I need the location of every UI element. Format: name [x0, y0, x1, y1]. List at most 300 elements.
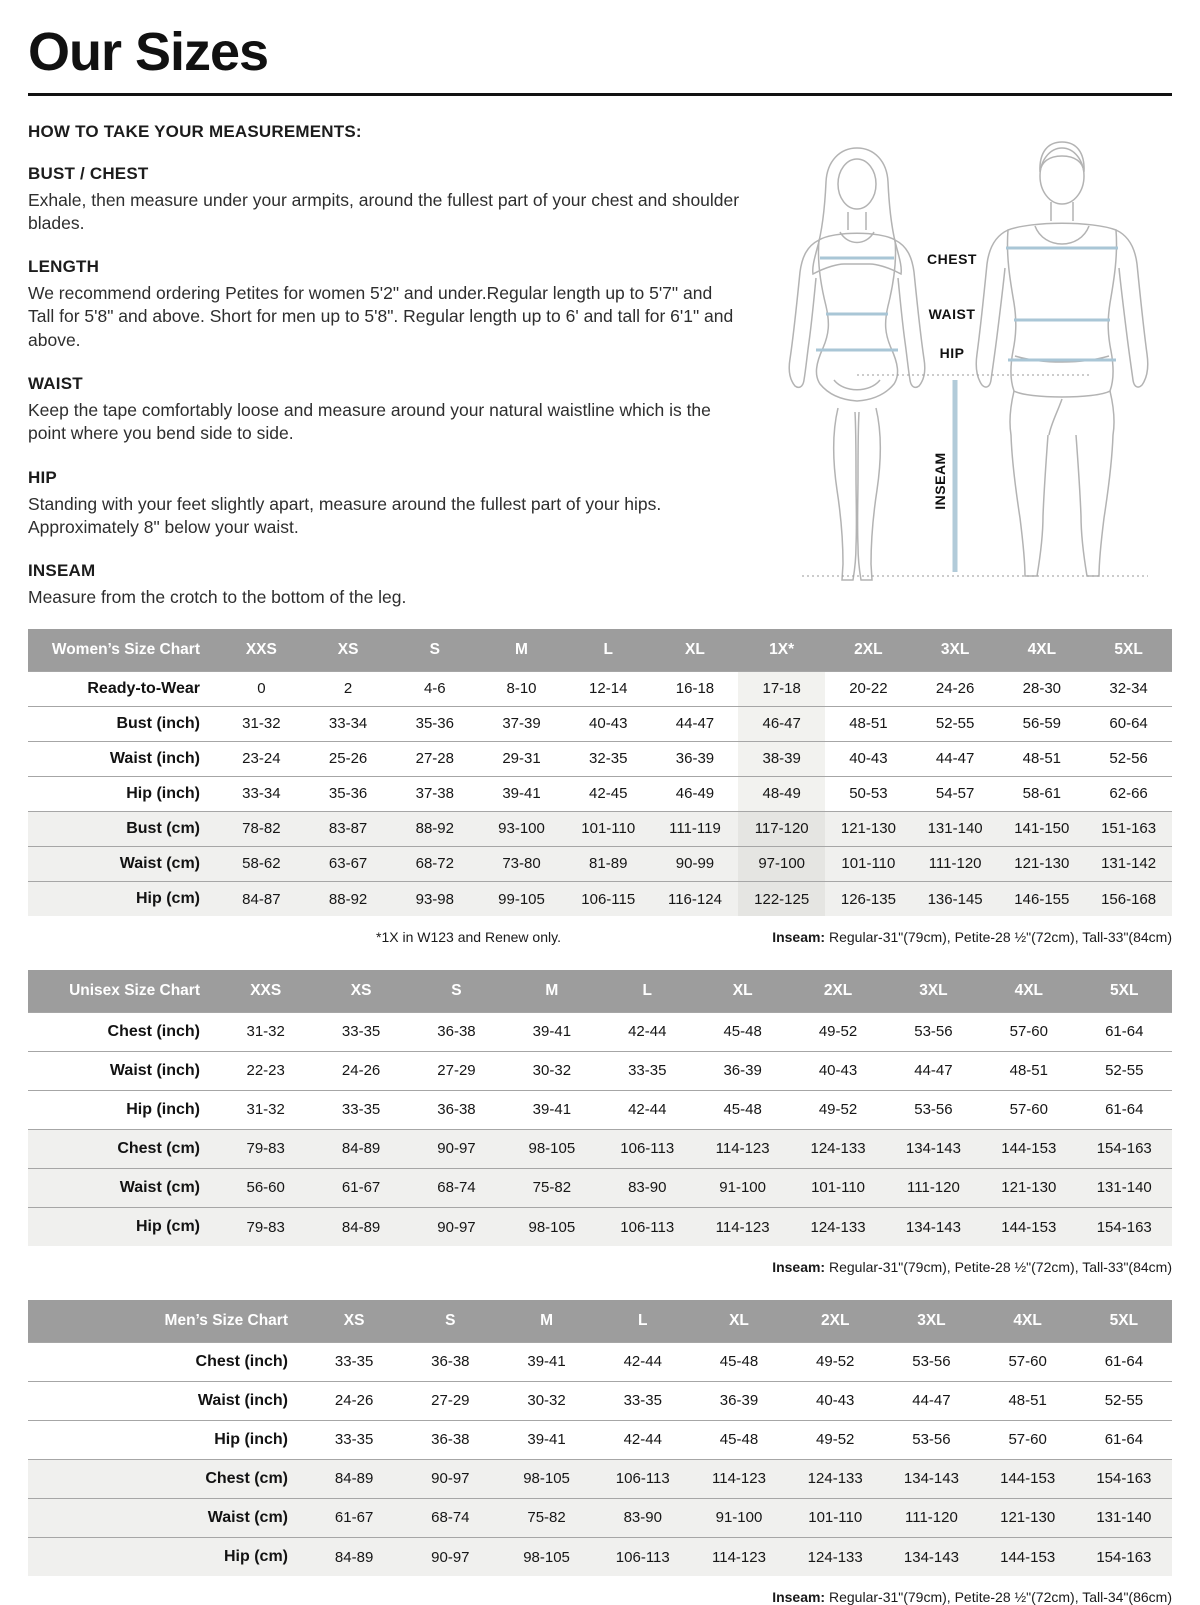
size-column-header: 5XL: [1076, 1300, 1172, 1342]
table-row: [28, 1051, 1172, 1090]
man-neckline: [1035, 226, 1089, 244]
section-body: We recommend ordering Petites for women 5'2" and under.Regular length up to 5'7" and Tall for 5'8" and above. Short for men up to 5'8". Regular length up to 6' and tall for 6'1" and above.: [28, 283, 734, 350]
size-cell: 33-34: [328, 715, 368, 733]
table-row: [28, 1168, 1172, 1207]
size-column-header: XXS: [218, 629, 305, 671]
size-cell: 124-133: [790, 1207, 885, 1246]
table-row: [28, 1090, 1172, 1129]
size-column-header: XS: [313, 970, 408, 1012]
size-cell: 111-120: [886, 1168, 981, 1207]
mens-size-chart: [28, 1300, 1172, 1605]
size-cell: 57-60: [1009, 1101, 1048, 1119]
inseam-label: INSEAM: [932, 451, 948, 510]
table-title: Unisex Size Chart: [28, 970, 218, 1012]
size-cell: 20-22: [849, 680, 888, 698]
size-cell: 144-153: [980, 1459, 1076, 1498]
size-cell: 98-105: [504, 1207, 599, 1246]
waist-label: WAIST: [928, 305, 976, 322]
size-cell: 39-41: [527, 1431, 566, 1449]
size-cell: 36-39: [675, 750, 715, 768]
woman-bikini-line: [834, 380, 880, 390]
size-cell: 79-83: [218, 1207, 313, 1246]
table-row: [28, 881, 1172, 916]
size-cell: 2: [343, 680, 353, 698]
row-label: Hip (cm): [28, 1537, 306, 1576]
size-cell: 30-32: [532, 1062, 572, 1080]
size-cell: 30-32: [527, 1392, 566, 1410]
size-cell: 33-35: [628, 1062, 667, 1080]
size-column-header: 2XL: [787, 1300, 883, 1342]
section-heading: BUST / CHEST: [28, 163, 149, 183]
size-cell: 134-143: [886, 1207, 981, 1246]
womens-size-chart: [28, 629, 1172, 945]
woman-left-leg: [834, 408, 857, 580]
size-column-header: 3XL: [886, 970, 981, 1012]
inseam-footnote-text: Regular-31"(79cm), Petite-28 ½"(72cm), Tall-33"(84cm): [825, 1259, 1172, 1276]
size-cell: 144-153: [981, 1207, 1076, 1246]
size-cell: 101-110: [787, 1498, 883, 1537]
size-cell: 56-59: [1022, 715, 1062, 733]
size-cell: 99-105: [478, 881, 565, 916]
size-cell: 42-45: [589, 785, 628, 803]
size-cell: 44-47: [912, 1392, 951, 1410]
size-cell: 31-32: [242, 715, 281, 733]
size-cell: 27-29: [437, 1062, 476, 1080]
section-heading: WAIST: [28, 374, 83, 394]
row-label: Waist (inch): [109, 1061, 200, 1079]
size-cell: 36-38: [431, 1353, 470, 1371]
size-column-header: 5XL: [1077, 970, 1172, 1012]
size-cell: 61-64: [1104, 1431, 1144, 1449]
size-cell: 49-52: [818, 1023, 858, 1041]
size-column-header: M: [498, 1300, 594, 1342]
woman-right-leg: [858, 408, 881, 580]
size-cell: 90-97: [402, 1537, 498, 1576]
man-right-arm: [1116, 230, 1148, 387]
size-cell: 57-60: [1009, 1023, 1048, 1041]
table-row: [28, 741, 1172, 776]
inseam-footnote-text: Regular-31"(79cm), Petite-28 ½"(72cm), Tall-33"(84cm): [825, 929, 1172, 946]
size-cell: 49-52: [816, 1353, 855, 1371]
mens-footnotes: [28, 1589, 1172, 1605]
size-cell: 151-163: [1085, 811, 1172, 846]
size-cell: 84-89: [306, 1537, 402, 1576]
table-row: [28, 1342, 1172, 1381]
table-row: [28, 1012, 1172, 1051]
size-cell: 24-26: [935, 680, 975, 698]
size-cell: 33-35: [623, 1392, 662, 1410]
size-column-header: 3XL: [912, 629, 999, 671]
howto-heading: HOW TO TAKE YOUR MEASUREMENTS:: [28, 121, 362, 141]
section-bust-chest: [28, 164, 740, 236]
size-column-header: M: [478, 629, 565, 671]
size-cell: 39-41: [527, 1353, 566, 1371]
size-cell: 106-113: [600, 1207, 695, 1246]
section-waist: [28, 374, 740, 446]
size-cell: 42-44: [623, 1353, 662, 1371]
header-row: [28, 1300, 1172, 1342]
size-cell: 23-24: [242, 750, 281, 768]
size-cell: 50-53: [849, 785, 888, 803]
size-cell: 46-49: [675, 785, 715, 803]
size-cell: 116-124: [652, 881, 739, 916]
size-cell: 101-110: [565, 811, 652, 846]
size-cell: 33-35: [334, 1431, 374, 1449]
row-label: Waist (inch): [109, 749, 200, 767]
size-cell: 131-142: [1085, 846, 1172, 881]
inseam-footnote: [772, 1259, 1172, 1275]
size-cell: 121-130: [981, 1168, 1076, 1207]
size-cell: 52-55: [1104, 1392, 1144, 1410]
size-column-header: XS: [305, 629, 392, 671]
size-diagram-svg: [752, 128, 1172, 606]
size-cell: 42-44: [628, 1101, 667, 1119]
size-cell: 117-120: [738, 811, 825, 846]
row-label: Waist (cm): [28, 1498, 306, 1537]
size-cell: 122-125: [738, 881, 825, 916]
size-cell: 44-47: [914, 1062, 953, 1080]
size-cell: 53-56: [914, 1023, 953, 1041]
size-cell: 53-56: [914, 1101, 953, 1119]
size-cell: 81-89: [565, 846, 652, 881]
size-cell: 144-153: [981, 1129, 1076, 1168]
size-cell: 141-150: [998, 811, 1085, 846]
size-cell: 17-18: [738, 671, 825, 706]
size-cell: 124-133: [787, 1537, 883, 1576]
size-cell: 62-66: [1109, 785, 1148, 803]
size-cell: 136-145: [912, 881, 999, 916]
size-cell: 31-32: [246, 1101, 285, 1119]
woman-face: [838, 159, 876, 209]
row-label: Hip (inch): [126, 784, 200, 802]
size-cell: 27-28: [415, 750, 454, 768]
man-neck: [1051, 202, 1073, 221]
table-row: [28, 1498, 1172, 1537]
inseam-footnote: [772, 929, 1172, 945]
size-cell: 24-26: [334, 1392, 374, 1410]
woman-hair: [813, 148, 902, 274]
header-row: [28, 629, 1172, 671]
size-cell: 33-35: [341, 1101, 381, 1119]
womens-table: [28, 629, 1172, 916]
size-cell: 48-51: [1008, 1392, 1047, 1410]
table-row: [28, 706, 1172, 741]
size-cell: 90-99: [652, 846, 739, 881]
man-figure: [976, 142, 1148, 576]
inseam-footnote-text: Regular-31"(79cm), Petite-28 ½"(72cm), Tall-34"(86cm): [825, 1589, 1172, 1605]
woman-neck: [848, 212, 866, 230]
size-cell: 40-43: [849, 750, 888, 768]
size-column-header: M: [504, 970, 599, 1012]
size-cell: 44-47: [675, 715, 715, 733]
table-row: [28, 846, 1172, 881]
size-cell: 93-100: [478, 811, 565, 846]
size-cell: 53-56: [912, 1431, 951, 1449]
size-cell: 49-52: [818, 1101, 858, 1119]
size-cell: 111-120: [912, 846, 999, 881]
size-cell: 44-47: [935, 750, 975, 768]
row-label: Bust (inch): [116, 714, 200, 732]
size-cell: 4-6: [423, 680, 446, 698]
section-body: Keep the tape comfortably loose and measure around your natural waistline which is the point where you bend side to side.: [28, 400, 711, 444]
size-cell: 154-163: [1076, 1459, 1172, 1498]
size-cell: 61-64: [1104, 1353, 1144, 1371]
size-column-header: XL: [691, 1300, 787, 1342]
size-cell: 61-67: [313, 1168, 408, 1207]
measurement-diagram: [740, 122, 1172, 610]
section-length: [28, 257, 740, 352]
size-cell: 68-74: [409, 1168, 504, 1207]
size-column-header: XL: [695, 970, 790, 1012]
size-cell: 91-100: [691, 1498, 787, 1537]
size-cell: 106-113: [595, 1459, 691, 1498]
size-cell: 84-89: [313, 1129, 408, 1168]
size-cell: 29-31: [502, 750, 541, 768]
title-divider: [28, 93, 1172, 96]
size-cell: 36-38: [437, 1101, 476, 1119]
size-cell: 45-48: [723, 1023, 762, 1041]
chest-label: CHEST: [927, 250, 977, 267]
size-column-header: S: [402, 1300, 498, 1342]
size-cell: 131-140: [912, 811, 999, 846]
hip-label: HIP: [939, 344, 965, 361]
size-cell: 45-48: [723, 1101, 762, 1119]
size-cell: 154-163: [1077, 1207, 1172, 1246]
size-cell: 97-100: [738, 846, 825, 881]
table-row: [28, 1537, 1172, 1576]
header-row: [28, 970, 1172, 1012]
size-cell: 79-83: [218, 1129, 313, 1168]
size-column-header: S: [409, 970, 504, 1012]
size-cell: 131-140: [1077, 1168, 1172, 1207]
size-cell: 39-41: [532, 1101, 572, 1119]
size-cell: 48-51: [849, 715, 888, 733]
size-cell: 121-130: [998, 846, 1085, 881]
size-cell: 121-130: [980, 1498, 1076, 1537]
size-cell: 114-123: [695, 1129, 790, 1168]
table-title: Men’s Size Chart: [28, 1300, 306, 1342]
size-cell: 39-41: [502, 785, 541, 803]
size-cell: 35-36: [415, 715, 454, 733]
row-label: Chest (cm): [28, 1129, 218, 1168]
size-cell: 91-100: [695, 1168, 790, 1207]
size-cell: 36-39: [723, 1062, 762, 1080]
size-column-header: 5XL: [1085, 629, 1172, 671]
size-cell: 38-39: [738, 741, 825, 776]
size-cell: 27-29: [431, 1392, 470, 1410]
size-cell: 68-74: [402, 1498, 498, 1537]
size-column-header: 4XL: [980, 1300, 1076, 1342]
size-cell: 78-82: [218, 811, 305, 846]
size-cell: 37-39: [502, 715, 541, 733]
size-cell: 73-80: [478, 846, 565, 881]
size-cell: 36-38: [437, 1023, 476, 1041]
inseam-footnote-label: Inseam:: [772, 929, 826, 946]
size-column-header: 4XL: [981, 970, 1076, 1012]
size-cell: 40-43: [816, 1392, 855, 1410]
size-cell: 68-72: [391, 846, 478, 881]
size-cell: 75-82: [498, 1498, 594, 1537]
size-column-header: 2XL: [825, 629, 912, 671]
size-column-header: 4XL: [998, 629, 1085, 671]
size-cell: 83-87: [305, 811, 392, 846]
size-cell: 111-119: [652, 811, 739, 846]
size-cell: 124-133: [790, 1129, 885, 1168]
table-row: [28, 1420, 1172, 1459]
table-row: [28, 671, 1172, 706]
inseam-footnote: [772, 1589, 1172, 1605]
size-cell: 63-67: [305, 846, 392, 881]
size-cell: 60-64: [1109, 715, 1148, 733]
size-cell: 52-55: [935, 715, 975, 733]
size-cell: 57-60: [1008, 1353, 1047, 1371]
size-cell: 39-41: [532, 1023, 572, 1041]
size-cell: 46-47: [738, 706, 825, 741]
size-cell: 25-26: [328, 750, 368, 768]
size-cell: 24-26: [341, 1062, 381, 1080]
table-title: Women’s Size Chart: [28, 629, 218, 671]
size-cell: 53-56: [912, 1353, 951, 1371]
row-label: Bust (cm): [28, 811, 218, 846]
size-cell: 33-35: [341, 1023, 381, 1041]
size-cell: 114-123: [695, 1207, 790, 1246]
row-label: Hip (inch): [214, 1430, 288, 1448]
size-cell: 126-135: [825, 881, 912, 916]
size-column-header: XS: [306, 1300, 402, 1342]
size-cell: 42-44: [623, 1431, 662, 1449]
size-cell: 42-44: [628, 1023, 667, 1041]
section-body: Measure from the crotch to the bottom of the leg.: [28, 587, 407, 608]
size-column-header: 3XL: [883, 1300, 979, 1342]
size-cell: 48-51: [1022, 750, 1062, 768]
size-cell: 134-143: [886, 1129, 981, 1168]
size-column-header: XL: [652, 629, 739, 671]
row-label: Waist (cm): [28, 1168, 218, 1207]
size-cell: 32-35: [589, 750, 628, 768]
size-cell: 106-115: [565, 881, 652, 916]
size-cell: 93-98: [391, 881, 478, 916]
size-cell: 88-92: [391, 811, 478, 846]
size-cell: 36-38: [431, 1431, 470, 1449]
size-cell: 134-143: [883, 1459, 979, 1498]
man-right-leg: [1076, 391, 1114, 576]
size-cell: 49-52: [816, 1431, 855, 1449]
size-cell: 36-39: [719, 1392, 759, 1410]
size-cell: 98-105: [498, 1459, 594, 1498]
size-cell: 12-14: [589, 680, 628, 698]
table-row: [28, 811, 1172, 846]
size-column-header: S: [391, 629, 478, 671]
unisex-table: [28, 970, 1172, 1246]
size-cell: 61-67: [306, 1498, 402, 1537]
1x-footnote: *1X in W123 and Renew only.: [376, 929, 561, 946]
size-cell: 90-97: [402, 1459, 498, 1498]
row-label: Chest (cm): [28, 1459, 306, 1498]
size-cell: 48-49: [738, 776, 825, 811]
size-cell: 84-89: [313, 1207, 408, 1246]
man-left-leg: [1010, 391, 1062, 576]
row-label: Chest (inch): [195, 1352, 288, 1370]
size-cell: 35-36: [328, 785, 368, 803]
row-label: Hip (cm): [28, 1207, 218, 1246]
size-cell: 52-56: [1109, 750, 1148, 768]
size-cell: 61-64: [1105, 1023, 1144, 1041]
size-cell: 45-48: [719, 1353, 759, 1371]
size-cell: 48-51: [1009, 1062, 1048, 1080]
size-cell: 146-155: [998, 881, 1085, 916]
size-cell: 22-23: [246, 1062, 285, 1080]
size-cell: 83-90: [600, 1168, 695, 1207]
size-column-header: 2XL: [790, 970, 885, 1012]
size-cell: 144-153: [980, 1537, 1076, 1576]
instructions-text: [28, 122, 740, 610]
size-cell: 57-60: [1008, 1431, 1047, 1449]
section-heading: LENGTH: [28, 257, 100, 277]
table-row: [28, 1129, 1172, 1168]
size-cell: 58-62: [218, 846, 305, 881]
size-cell: 31-32: [246, 1023, 285, 1041]
size-cell: 33-35: [334, 1353, 374, 1371]
row-label: Hip (inch): [126, 1100, 200, 1118]
size-cell: 114-123: [691, 1459, 787, 1498]
table-row: [28, 1459, 1172, 1498]
size-cell: 58-61: [1022, 785, 1062, 803]
size-cell: 111-120: [883, 1498, 979, 1537]
size-cell: 131-140: [1076, 1498, 1172, 1537]
size-column-header: L: [595, 1300, 691, 1342]
size-cell: 28-30: [1022, 680, 1062, 698]
row-label: Waist (inch): [197, 1391, 288, 1409]
size-cell: 83-90: [595, 1498, 691, 1537]
size-chart-tables: [28, 629, 1172, 1605]
size-cell: 52-55: [1105, 1062, 1144, 1080]
size-cell: 101-110: [790, 1168, 885, 1207]
size-cell: 106-113: [600, 1129, 695, 1168]
size-cell: 88-92: [305, 881, 392, 916]
unisex-size-chart: [28, 970, 1172, 1275]
size-cell: 121-130: [825, 811, 912, 846]
measurement-instructions: [28, 122, 1172, 610]
size-cell: 75-82: [504, 1168, 599, 1207]
table-row: [28, 1381, 1172, 1420]
table-row: [28, 1207, 1172, 1246]
size-cell: 101-110: [825, 846, 912, 881]
inseam-footnote-label: Inseam:: [772, 1589, 826, 1605]
size-cell: 98-105: [504, 1129, 599, 1168]
size-cell: 156-168: [1085, 881, 1172, 916]
size-cell: 154-163: [1077, 1129, 1172, 1168]
size-column-header: L: [600, 970, 695, 1012]
size-cell: 33-34: [242, 785, 281, 803]
diagram-annotations: [802, 251, 1148, 576]
section-hip: [28, 468, 740, 540]
size-cell: 154-163: [1076, 1537, 1172, 1576]
size-cell: 0: [257, 680, 266, 698]
size-cell: 114-123: [691, 1537, 787, 1576]
size-cell: 84-89: [306, 1459, 402, 1498]
size-cell: 134-143: [883, 1537, 979, 1576]
section-body: Standing with your feet slightly apart, measure around the fullest part of your hips. Approximately 8" below your waist.: [28, 493, 662, 537]
section-heading: INSEAM: [28, 561, 96, 581]
table-row: [28, 776, 1172, 811]
man-left-arm: [976, 230, 1008, 387]
size-cell: 16-18: [675, 680, 715, 698]
size-cell: 54-57: [935, 785, 975, 803]
page-title: Our Sizes: [28, 22, 269, 82]
size-cell: 98-105: [498, 1537, 594, 1576]
womens-footnotes: [28, 929, 1172, 945]
size-cell: 124-133: [787, 1459, 883, 1498]
